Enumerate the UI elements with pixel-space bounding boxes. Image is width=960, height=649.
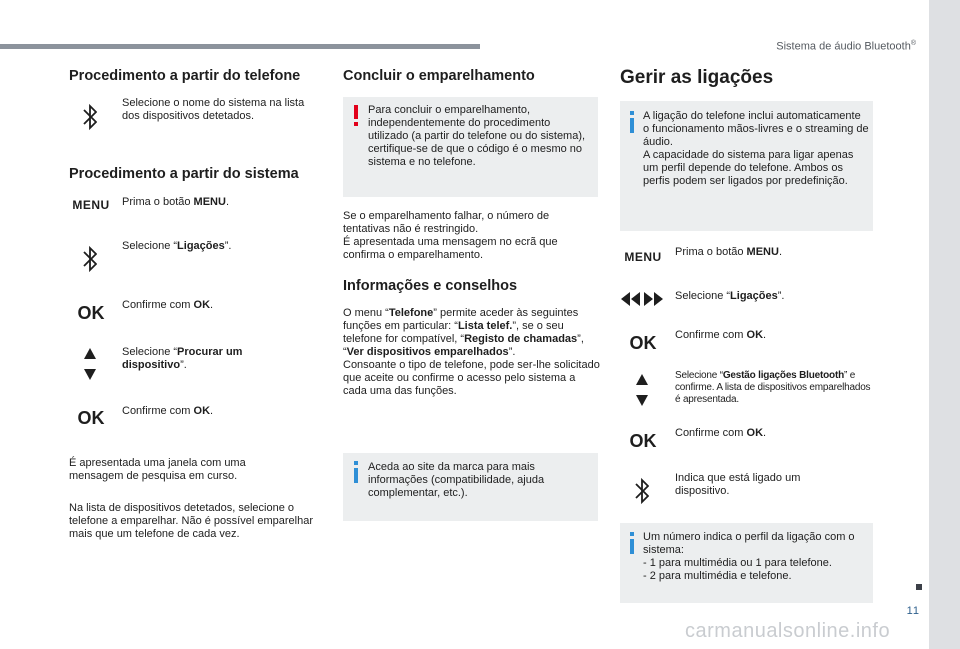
- info-text-website: Aceda ao site da marca para mais informações (compatibilidade, ajuda complementar, etc.).: [368, 461, 545, 499]
- bluetooth-icon: [78, 102, 102, 132]
- warning-text: Para concluir o emparelhamento, independentemente do procedimento utilizado (a partir do telefone ou do sistema), certifique-se de que o código é o mesmo no sistema e no telefone.: [368, 104, 586, 168]
- step-confirm-ok-right-2: Confirme com OK.: [675, 427, 767, 439]
- paragraph-select-phone: Na lista de dispositivos detetados, selecione o telefone a emparelhar. Não é possível emparelhar mais que um telefone de cada vez.: [69, 502, 313, 540]
- page-number: 11: [906, 605, 920, 617]
- info-icon: [628, 531, 636, 555]
- step-select-connections-right: Selecione “Ligações”.: [675, 290, 785, 302]
- paragraph-search-window: É apresentada uma janela com uma mensagem de pesquisa em curso.: [69, 457, 246, 482]
- ok-button-icon: OK: [629, 430, 657, 451]
- heading-system-procedure: Procedimento a partir do sistema: [69, 166, 299, 182]
- step-press-menu-right: Prima o botão MENU.: [675, 246, 782, 258]
- paragraph-attempts: Se o emparelhamento falhar, o número de tentativas não é restringido. É apresentada uma mensagem no ecrã que confirma o emparelhamento.: [343, 210, 558, 261]
- heading-phone-procedure: Procedimento a partir do telefone: [69, 68, 301, 84]
- step-confirm-ok: Confirme com OK.: [122, 299, 214, 311]
- bluetooth-icon: [78, 244, 102, 274]
- bluetooth-icon: [630, 476, 654, 506]
- ok-button-icon: OK: [77, 407, 105, 428]
- heading-info-tips: Informações e conselhos: [343, 278, 518, 294]
- warning-exclamation-icon: [349, 104, 363, 128]
- info-text-connection: A ligação do telefone inclui automaticamente o funcionamento mãos-livres e o streaming de áudio. A capacidade do sistema para ligar apenas um perfil depende do telefone. Ambos os perfis podem ser ligados por predefinição.: [643, 110, 869, 187]
- info-icon: [628, 110, 636, 134]
- info-icon: [352, 460, 360, 484]
- heading-complete-pairing: Concluir o emparelhamento: [343, 68, 535, 84]
- watermark: carmanualsonline.info: [685, 620, 891, 642]
- menu-button-icon: MENU: [624, 250, 662, 264]
- step-confirm-ok-right: Confirme com OK.: [675, 329, 767, 341]
- list-item: - 2 para multimédia e telefone.: [643, 570, 792, 582]
- prev-next-icon: [620, 290, 664, 308]
- step-press-menu: Prima o botão MENU.: [122, 196, 229, 208]
- up-down-arrows-icon: [80, 346, 100, 382]
- header-rule: [0, 44, 480, 49]
- step-bluetooth-management: Selecione “Gestão ligações Bluetooth” e confirme. A lista de dispositivos emparelhados é apresentada.: [675, 370, 871, 405]
- page-header-title: Sistema de áudio Bluetooth®: [776, 40, 916, 53]
- step-select-system-name: Selecione o nome do sistema na lista dos dispositivos detetados.: [122, 97, 305, 122]
- info-text-profile: Um número indica o perfil da ligação com o sistema: - 1 para multimédia ou 1 para telefone. - 2 para multimédia e telefone.: [643, 531, 869, 583]
- step-search-device: Selecione “Procurar um dispositivo”.: [122, 346, 243, 371]
- ok-button-icon: OK: [629, 332, 657, 353]
- up-down-arrows-icon: [632, 372, 652, 408]
- continuation-mark: [916, 584, 922, 590]
- page-edge-tab: [929, 0, 960, 649]
- ok-button-icon: OK: [77, 302, 105, 323]
- step-device-connected: Indica que está ligado um dispositivo.: [675, 472, 801, 497]
- menu-button-icon: MENU: [72, 198, 110, 212]
- list-item: - 1 para multimédia ou 1 para telefone.: [643, 557, 832, 569]
- step-select-connections: Selecione “Ligações”.: [122, 240, 232, 252]
- heading-manage-connections: Gerir as ligações: [620, 67, 774, 88]
- paragraph-phone-menu: O menu “Telefone” permite aceder às seguintes funções em particular: “Lista telef.”, se o seu telefone for compatível, “Registo de chamadas”, “Ver dispositivos emparelhados”. Consoante o tipo de telefone, pode ser-lhe solicitado que aceite ou confirme o acesso pelo sistema a cada uma das funções.: [343, 307, 600, 397]
- step-confirm-ok-2: Confirme com OK.: [122, 405, 214, 417]
